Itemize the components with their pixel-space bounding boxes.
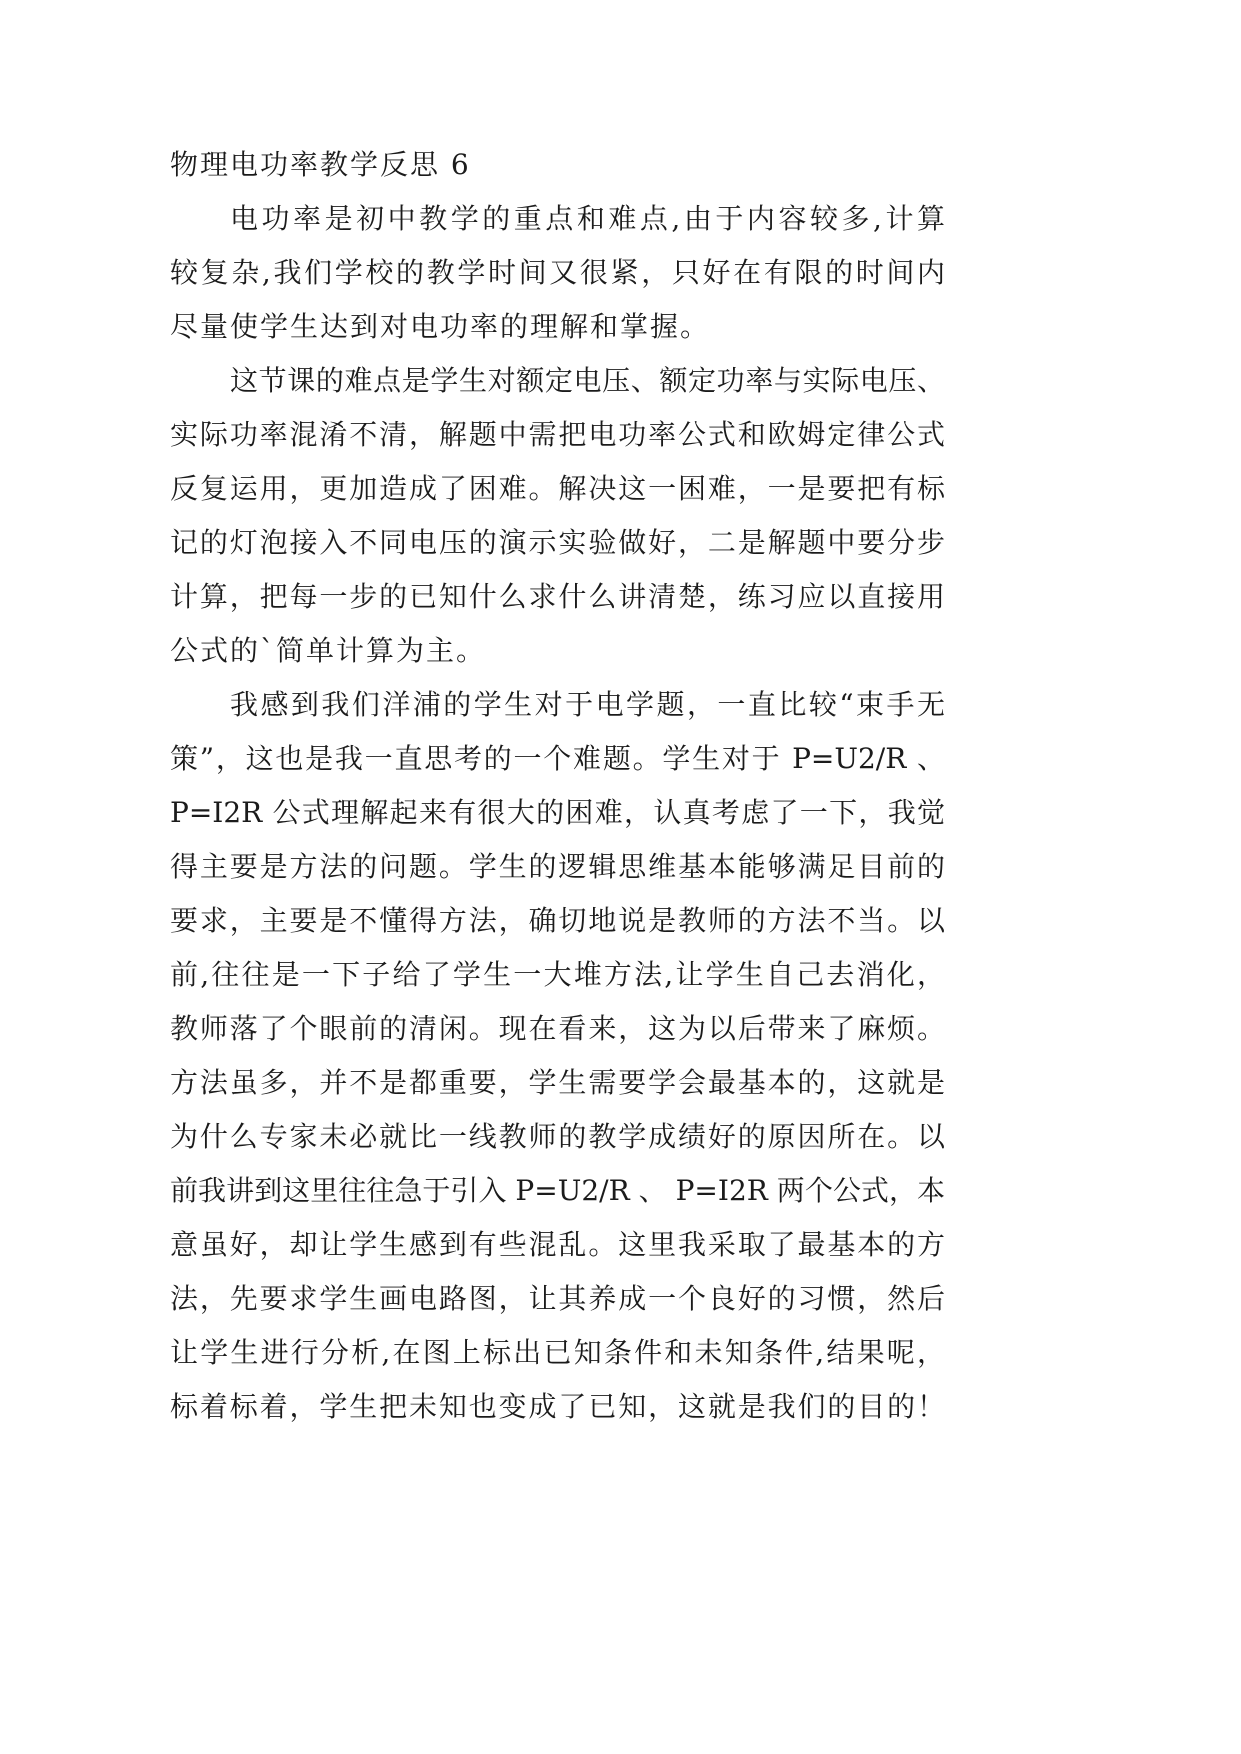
text-line: 让学生进行分析,在图上标出已知条件和未知条件,结果呢， bbox=[170, 1336, 945, 1369]
text-line: 公式的`简单计算为主。 bbox=[170, 634, 487, 667]
text-line: 为什么专家未必就比一线教师的教学成绩好的原因所在。以 bbox=[170, 1120, 945, 1153]
document-title: 物理电功率教学反思 6 bbox=[170, 148, 471, 181]
text-line: 实际功率混淆不清，解题中需把电功率公式和欧姆定律公式 bbox=[170, 418, 945, 451]
text-line: 电功率是初中教学的重点和难点,由于内容较多,计算 bbox=[230, 202, 945, 235]
text-line: 标着标着，学生把未知也变成了已知，这就是我们的目的！ bbox=[170, 1390, 945, 1423]
text-line: 反复运用，更加造成了困难。解决这一困难，一是要把有标 bbox=[170, 472, 945, 505]
document-page bbox=[170, 138, 945, 1434]
text-line: 前我讲到这里往往急于引入 P=U2/R 、 P=I2R 两个公式，本 bbox=[170, 1174, 945, 1207]
paragraph bbox=[170, 678, 945, 1434]
text-line: P=I2R 公式理解起来有很大的困难，认真考虑了一下，我觉 bbox=[170, 796, 945, 829]
text-line: 教师落了个眼前的清闲。现在看来，这为以后带来了麻烦。 bbox=[170, 1012, 945, 1045]
text-line: 前,往往是一下子给了学生一大堆方法,让学生自己去消化， bbox=[170, 958, 945, 991]
text-line: 得主要是方法的问题。学生的逻辑思维基本能够满足目前的 bbox=[170, 850, 945, 883]
text-line: 法，先要求学生画电路图，让其养成一个良好的习惯，然后 bbox=[170, 1282, 945, 1315]
text-line: 较复杂,我们学校的教学时间又很紧，只好在有限的时间内 bbox=[170, 256, 945, 289]
text-line: 策”，这也是我一直思考的一个难题。学生对于 P=U2/R 、 bbox=[170, 742, 945, 775]
paragraph bbox=[170, 354, 945, 678]
text-line: 方法虽多，并不是都重要，学生需要学会最基本的，这就是 bbox=[170, 1066, 945, 1099]
text-line: 这节课的难点是学生对额定电压、额定功率与实际电压、 bbox=[230, 364, 945, 397]
text-line: 要求，主要是不懂得方法，确切地说是教师的方法不当。以 bbox=[170, 904, 945, 937]
text-line: 计算，把每一步的已知什么求什么讲清楚，练习应以直接用 bbox=[170, 580, 945, 613]
text-line: 记的灯泡接入不同电压的演示实验做好，二是解题中要分步 bbox=[170, 526, 945, 559]
text-line: 尽量使学生达到对电功率的理解和掌握。 bbox=[170, 310, 711, 343]
text-line: 意虽好，却让学生感到有些混乱。这里我采取了最基本的方 bbox=[170, 1228, 945, 1261]
paragraph bbox=[170, 192, 945, 354]
text-line: 我感到我们洋浦的学生对于电学题，一直比较“束手无 bbox=[230, 688, 945, 721]
